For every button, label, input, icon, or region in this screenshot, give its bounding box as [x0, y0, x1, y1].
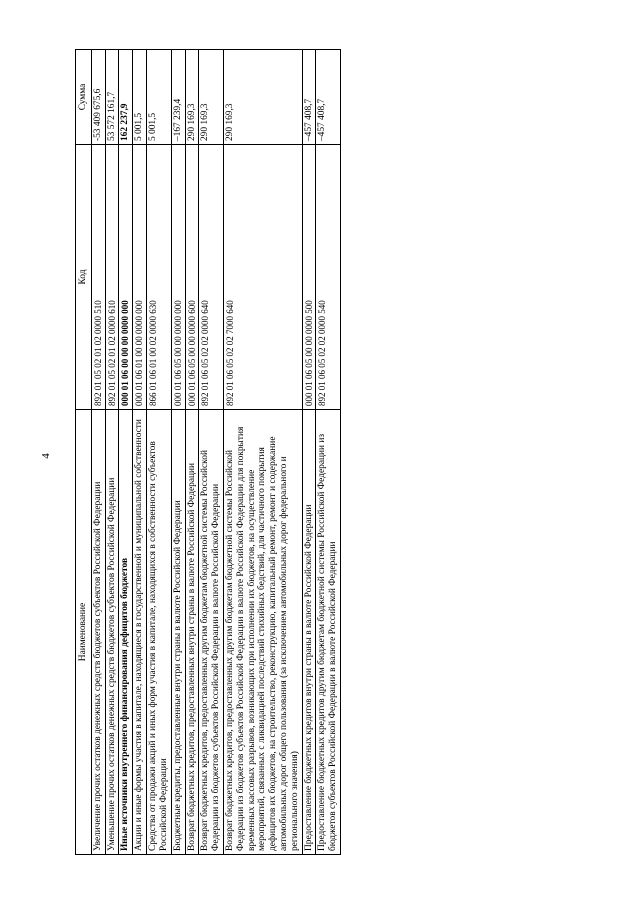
table-row	[119, 50, 133, 855]
header-sum: Сумма	[76, 50, 92, 145]
budget-sources-table	[75, 49, 341, 855]
row-name-cell: Уменьшение прочих остатков денежных средств бюджетов субъектов Российской Федерации	[105, 410, 119, 855]
row-code-cell: 892 01 05 02 01 02 0000 510	[91, 145, 105, 410]
rotated-table-container	[75, 50, 495, 855]
row-name-cell: Возврат бюджетных кредитов, предоставленных другим бюджетам бюджетной системы Российской Федерации из бюджетов субъектов Российской Федерации в валюте Российской Федерации	[199, 410, 224, 855]
row-sum-cell: –457 408,7	[302, 50, 316, 145]
row-name-cell: Бюджетные кредиты, предоставленные внутри страны в валюте Российской Федерации	[171, 410, 185, 855]
table-row	[185, 50, 199, 855]
table-row	[91, 50, 105, 855]
row-sum-cell: 290 169,3	[185, 50, 199, 145]
table-row	[223, 50, 302, 855]
row-sum-cell: -53 409 675,6	[91, 50, 105, 145]
row-sum-cell: 5 001,5	[133, 50, 147, 145]
row-sum-cell: 53 572 161,7	[105, 50, 119, 145]
table-row	[133, 50, 147, 855]
header-code: Код	[76, 145, 92, 410]
row-code-cell: 892 01 06 05 02 02 0000 640	[199, 145, 224, 410]
row-code-cell: 892 01 05 02 01 02 0000 610	[105, 145, 119, 410]
row-code-cell: 000 01 06 00 00 00 0000 000	[119, 145, 133, 410]
row-sum-cell: 162 237,9	[119, 50, 133, 145]
row-code-cell: 000 01 06 01 00 00 0000 000	[133, 145, 147, 410]
page-number: 4	[40, 453, 52, 459]
row-name-cell: Возврат бюджетных кредитов, предоставленных внутри страны в валюте Российской Федерации	[185, 410, 199, 855]
row-name-cell: Иные источники внутреннего финансирования дефицитов бюджетов	[119, 410, 133, 855]
table-header-row	[76, 50, 92, 855]
row-code-cell: 000 01 06 05 00 00 0000 000	[171, 145, 185, 410]
row-name-cell: Акции и иные формы участия в капитале, находящиеся в государственной и муниципальной собственности	[133, 410, 147, 855]
row-code-cell: 866 01 06 01 00 02 0000 630	[147, 145, 172, 410]
table-row	[199, 50, 224, 855]
row-sum-cell: 290 169,3	[199, 50, 224, 145]
row-name-cell: Предоставление бюджетных кредитов внутри страны в валюте Российской Федерации	[302, 410, 316, 855]
row-name-cell: Предоставление бюджетных кредитов другим бюджетам бюджетной системы Российской Федерации из бюджетов субъектов Российской Федерации в валюте Российской Федерации	[316, 410, 341, 855]
table-row	[302, 50, 316, 855]
header-name: Наименование	[76, 410, 92, 855]
table-row	[171, 50, 185, 855]
row-code-cell: 000 01 06 05 00 00 0000 500	[302, 145, 316, 410]
row-sum-cell: 5 001,5	[147, 50, 172, 145]
table-row	[316, 50, 341, 855]
row-sum-cell: 290 169,3	[223, 50, 302, 145]
row-code-cell: 000 01 06 05 00 00 0000 600	[185, 145, 199, 410]
table-row	[105, 50, 119, 855]
row-name-cell: Средства от продажи акций и иных форм участия в капитале, находящихся в собственности субъектов Российской Федерации	[147, 410, 172, 855]
table-row	[147, 50, 172, 855]
row-code-cell: 892 01 06 05 02 02 7000 640	[223, 145, 302, 410]
row-code-cell: 892 01 06 05 02 02 0000 540	[316, 145, 341, 410]
row-sum-cell: –167 239,4	[171, 50, 185, 145]
row-name-cell: Возврат бюджетных кредитов, предоставленных другим бюджетам бюджетной системы Российской Федерации из бюджетов субъектов Российской Федерации в валюте Российской Федерации для покрытия временных кассовых разрывов, возникающих при исполнении их бюджетов, на осуществление мероприятий, связанных с ликвидацией последствий стихийных бедствий, для частичного покрытия дефицитов их бюджетов, на строительство, реконструкцию, капитальный ремонт, ремонт и содержание автомобильных дорог общего пользования (за исключением автомобильных дорог федерального и регионального значения)	[223, 410, 302, 855]
row-sum-cell: –457 408,7	[316, 50, 341, 145]
row-name-cell: Увеличение прочих остатков денежных средств бюджетов субъектов Российской Федерации	[91, 410, 105, 855]
